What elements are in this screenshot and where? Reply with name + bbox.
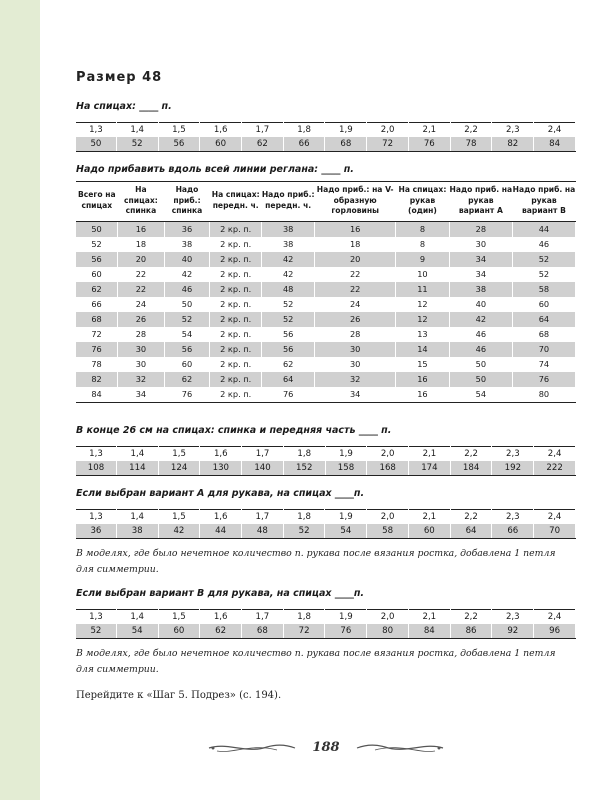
size-cell: 1,7 [242,447,284,462]
size-cell: 2,3 [492,610,534,625]
value-cell: 84 [534,137,576,152]
raglan-cell: 70 [512,342,575,357]
raglan-cell: 62 [76,282,118,297]
raglan-cell: 38 [262,237,315,252]
raglan-cell: 2 кр. п. [210,327,262,342]
raglan-cell: 76 [512,372,575,387]
raglan-header-cell: Всего на спицах [76,182,118,222]
raglan-cell: 38 [449,282,512,297]
size-cell: 1,3 [76,510,116,525]
raglan-cell: 52 [512,252,575,267]
variant-b-table [76,609,576,639]
raglan-cell: 60 [512,297,575,312]
value-cell: 152 [283,461,325,476]
raglan-cell: 2 кр. п. [210,221,262,237]
raglan-cell: 50 [164,297,210,312]
raglan-cell: 66 [76,297,118,312]
raglan-cell: 38 [262,221,315,237]
value-cell: 82 [492,137,534,152]
values-row [76,524,576,539]
values-row [76,461,576,476]
size-cell: 1,4 [117,447,159,462]
raglan-header-cell: Надо приб.: передн. ч. [262,182,315,222]
raglan-cell: 46 [512,237,575,252]
size-row [76,610,576,625]
raglan-cell: 52 [164,312,210,327]
size-cell: 1,8 [283,510,325,525]
value-cell: 174 [409,461,451,476]
raglan-cell: 50 [449,372,512,387]
raglan-cell: 9 [396,252,450,267]
size-cell: 1,7 [242,123,284,138]
raglan-cell: 12 [396,312,450,327]
raglan-cell: 18 [315,237,396,252]
raglan-cell: 50 [76,221,118,237]
value-cell: 78 [450,137,492,152]
raglan-header-row [76,182,576,222]
raglan-cell: 14 [396,342,450,357]
value-cell: 54 [116,624,158,639]
value-cell: 72 [367,137,409,152]
right-flourish-icon [355,741,445,755]
variant-b-label: Если выбран вариант В для рукава, на спицах ____п. [76,588,364,599]
raglan-cell: 28 [315,327,396,342]
value-cell: 130 [200,461,242,476]
value-cell: 64 [450,524,492,539]
raglan-cell: 2 кр. п. [210,372,262,387]
size-cell: 1,6 [200,610,242,625]
raglan-row [76,357,576,372]
needles-table [76,122,576,152]
raglan-cell: 22 [118,282,165,297]
left-flourish-icon [207,741,297,755]
size-cell: 1,8 [283,447,325,462]
value-cell: 72 [283,624,325,639]
raglan-cell: 76 [76,342,118,357]
needles-label: На спицах: ____ п. [76,101,172,112]
value-cell: 36 [76,524,116,539]
raglan-cell: 2 кр. п. [210,387,262,403]
raglan-cell: 28 [118,327,165,342]
page-number: 188 [312,740,340,755]
value-cell: 108 [76,461,117,476]
raglan-cell: 56 [262,342,315,357]
raglan-cell: 8 [396,221,450,237]
size-cell: 1,7 [242,510,284,525]
raglan-row [76,387,576,403]
value-cell: 80 [367,624,409,639]
raglan-cell: 22 [118,267,165,282]
size-cell: 2,1 [409,447,451,462]
raglan-cell: 54 [164,327,210,342]
raglan-cell: 12 [396,297,450,312]
goto-step-text: Перейдите к «Шаг 5. Подрез» (с. 194). [76,690,282,701]
raglan-body [76,221,576,402]
value-cell: 158 [325,461,367,476]
raglan-row [76,297,576,312]
value-cell: 52 [283,524,325,539]
raglan-cell: 80 [512,387,575,403]
raglan-cell: 20 [315,252,396,267]
raglan-header-cell: На спицах: спинка [118,182,165,222]
raglan-cell: 42 [262,267,315,282]
raglan-cell: 2 кр. п. [210,357,262,372]
raglan-cell: 30 [315,357,396,372]
raglan-row [76,237,576,252]
raglan-cell: 18 [118,237,165,252]
value-cell: 48 [242,524,284,539]
raglan-cell: 34 [118,387,165,403]
size-cell: 2,3 [492,123,534,138]
size-cell: 1,6 [200,123,242,138]
value-cell: 42 [158,524,200,539]
raglan-cell: 52 [76,237,118,252]
value-cell: 86 [450,624,492,639]
size-cell: 2,4 [534,123,576,138]
value-cell: 66 [283,137,325,152]
size-row [76,510,576,525]
value-cell: 52 [76,624,116,639]
value-cell: 58 [367,524,409,539]
raglan-cell: 44 [512,221,575,237]
size-cell: 2,2 [450,447,492,462]
raglan-cell: 54 [449,387,512,403]
raglan-cell: 74 [512,357,575,372]
size-cell: 1,4 [116,610,158,625]
raglan-cell: 64 [262,372,315,387]
raglan-cell: 34 [449,252,512,267]
value-cell: 92 [492,624,534,639]
raglan-cell: 68 [76,312,118,327]
raglan-cell: 2 кр. п. [210,267,262,282]
value-cell: 62 [242,137,284,152]
size-cell: 2,1 [408,510,450,525]
raglan-cell: 13 [396,327,450,342]
value-cell: 192 [492,461,534,476]
value-cell: 56 [158,137,200,152]
size-cell: 1,7 [242,610,284,625]
raglan-cell: 36 [164,221,210,237]
size-cell: 2,0 [367,123,409,138]
raglan-header-cell: Надо приб.: спинка [164,182,210,222]
raglan-cell: 38 [164,237,210,252]
value-cell: 68 [242,624,284,639]
raglan-cell: 42 [262,252,315,267]
values-row [76,624,576,639]
raglan-cell: 56 [262,327,315,342]
raglan-cell: 2 кр. п. [210,297,262,312]
page-number-block [76,737,576,756]
raglan-header-cell: Надо приб. на рукав вариант В [512,182,575,222]
value-cell: 76 [325,624,367,639]
raglan-row [76,221,576,237]
size-cell: 1,9 [325,610,367,625]
raglan-cell: 2 кр. п. [210,342,262,357]
value-cell: 114 [117,461,159,476]
size-cell: 1,5 [158,123,200,138]
size-cell: 2,4 [534,510,576,525]
raglan-cell: 56 [164,342,210,357]
size-cell: 1,3 [76,447,117,462]
raglan-label: Надо прибавить вдоль всей линии реглана: ____ п. [76,164,354,175]
value-cell: 84 [408,624,450,639]
raglan-cell: 56 [76,252,118,267]
raglan-cell: 2 кр. п. [210,282,262,297]
value-cell: 124 [158,461,200,476]
value-cell: 52 [116,137,158,152]
raglan-cell: 16 [118,221,165,237]
raglan-cell: 34 [315,387,396,403]
size-cell: 2,3 [492,447,534,462]
raglan-cell: 24 [315,297,396,312]
size-row [76,447,576,462]
raglan-cell: 48 [262,282,315,297]
size-cell: 1,5 [158,610,200,625]
raglan-row [76,342,576,357]
raglan-cell: 8 [396,237,450,252]
raglan-cell: 30 [118,357,165,372]
page-margin-strip [0,0,40,800]
raglan-cell: 16 [396,372,450,387]
size-cell: 2,2 [450,123,492,138]
size-cell: 1,8 [283,610,325,625]
raglan-cell: 60 [76,267,118,282]
raglan-cell: 10 [396,267,450,282]
size-cell: 2,2 [450,510,492,525]
book-page [40,0,610,800]
size-cell: 2,2 [450,610,492,625]
raglan-cell: 82 [76,372,118,387]
size-cell: 1,6 [200,447,242,462]
raglan-cell: 46 [449,342,512,357]
size-cell: 1,8 [283,123,325,138]
value-cell: 68 [325,137,367,152]
value-cell: 184 [450,461,492,476]
size-cell: 2,0 [367,447,409,462]
value-cell: 44 [200,524,242,539]
end26-label: В конце 26 см на спицах: спинка и передняя часть ____ п. [76,425,392,436]
raglan-cell: 84 [76,387,118,403]
raglan-cell: 42 [164,267,210,282]
raglan-cell: 52 [512,267,575,282]
raglan-cell: 76 [262,387,315,403]
value-cell: 60 [408,524,450,539]
size-cell: 2,4 [534,447,576,462]
variant-a-table [76,509,576,539]
raglan-cell: 2 кр. п. [210,312,262,327]
raglan-cell: 40 [164,252,210,267]
raglan-cell: 2 кр. п. [210,252,262,267]
raglan-cell: 34 [449,267,512,282]
raglan-cell: 46 [449,327,512,342]
value-cell: 96 [534,624,576,639]
raglan-cell: 40 [449,297,512,312]
raglan-cell: 58 [512,282,575,297]
raglan-row [76,282,576,297]
note-variant-a: В моделях, где было нечетное количество п. рукава после вязания ростка, добавлена 1 петля для симметрии. [76,548,556,575]
raglan-row [76,327,576,342]
raglan-cell: 24 [118,297,165,312]
size-cell: 2,0 [367,510,409,525]
size-cell: 1,9 [325,123,367,138]
raglan-cell: 68 [512,327,575,342]
raglan-cell: 15 [396,357,450,372]
raglan-row [76,252,576,267]
raglan-cell: 30 [449,237,512,252]
raglan-cell: 30 [315,342,396,357]
note-variant-b: В моделях, где было нечетное количество п. рукава после вязания ростка, добавлена 1 петля для симметрии. [76,648,556,675]
raglan-cell: 16 [315,221,396,237]
size-cell: 2,4 [534,610,576,625]
raglan-cell: 46 [164,282,210,297]
raglan-cell: 32 [315,372,396,387]
raglan-cell: 26 [118,312,165,327]
size-heading: Размер 48 [76,70,163,85]
raglan-cell: 62 [164,372,210,387]
raglan-cell: 52 [262,312,315,327]
size-cell: 1,4 [116,123,158,138]
value-cell: 168 [367,461,409,476]
raglan-cell: 16 [396,387,450,403]
raglan-cell: 20 [118,252,165,267]
raglan-cell: 42 [449,312,512,327]
variant-a-label: Если выбран вариант А для рукава, на спицах ____п. [76,488,365,499]
raglan-cell: 50 [449,357,512,372]
value-cell: 62 [200,624,242,639]
size-cell: 2,1 [408,123,450,138]
size-cell: 2,0 [367,610,409,625]
value-cell: 60 [200,137,242,152]
value-cell: 222 [534,461,576,476]
size-cell: 2,3 [492,510,534,525]
raglan-header-cell: На спицах: рукав (один) [396,182,450,222]
values-row [76,137,576,152]
size-cell: 1,9 [325,447,367,462]
raglan-cell: 76 [164,387,210,403]
watermark: PassionForum.ru [535,788,602,797]
value-cell: 140 [242,461,284,476]
end26-table [76,446,576,476]
raglan-row [76,267,576,282]
size-cell: 1,5 [158,447,200,462]
raglan-cell: 78 [76,357,118,372]
raglan-cell: 60 [164,357,210,372]
raglan-row [76,312,576,327]
value-cell: 50 [76,137,116,152]
size-cell: 1,4 [116,510,158,525]
raglan-cell: 62 [262,357,315,372]
value-cell: 70 [534,524,576,539]
raglan-cell: 11 [396,282,450,297]
raglan-row [76,372,576,387]
raglan-cell: 52 [262,297,315,312]
raglan-cell: 64 [512,312,575,327]
raglan-cell: 28 [449,221,512,237]
raglan-cell: 22 [315,282,396,297]
size-cell: 1,3 [76,123,116,138]
size-cell: 2,1 [408,610,450,625]
size-row [76,123,576,138]
value-cell: 66 [492,524,534,539]
size-cell: 1,5 [158,510,200,525]
value-cell: 38 [116,524,158,539]
raglan-cell: 2 кр. п. [210,237,262,252]
size-cell: 1,6 [200,510,242,525]
raglan-cell: 26 [315,312,396,327]
value-cell: 54 [325,524,367,539]
value-cell: 60 [158,624,200,639]
raglan-cell: 30 [118,342,165,357]
raglan-header-cell: На спицах: передн. ч. [210,182,262,222]
size-cell: 1,3 [76,610,116,625]
raglan-cell: 22 [315,267,396,282]
raglan-cell: 72 [76,327,118,342]
value-cell: 76 [408,137,450,152]
raglan-cell: 32 [118,372,165,387]
raglan-table [76,181,576,403]
raglan-header-cell: Надо приб. на рукав вариант А [449,182,512,222]
raglan-header-cell: Надо приб.: на V-образную горловины [315,182,396,222]
size-cell: 1,9 [325,510,367,525]
